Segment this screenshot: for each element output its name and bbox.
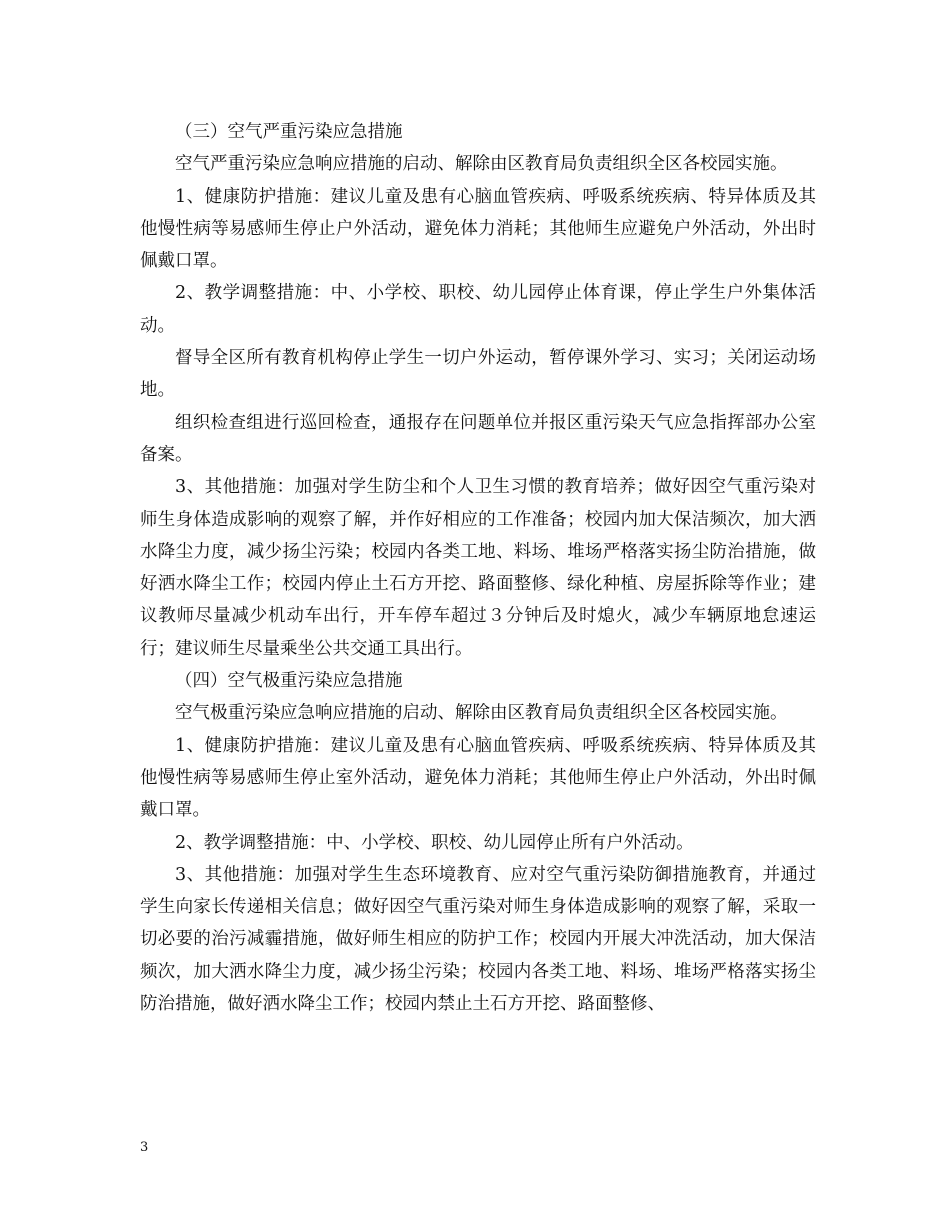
paragraph: 督导全区所有教育机构停止学生一切户外运动，暂停课外学习、实习；关闭运动场地。	[140, 348, 816, 401]
section-heading-3: （三）空气严重污染应急措施	[175, 122, 403, 142]
page-number: 3	[140, 1140, 149, 1155]
paragraph: 2、教学调整措施：中、小学校、职校、幼儿园停止体育课，停止学生户外集体活动。	[140, 283, 816, 336]
paragraph: 3、其他措施：加强对学生生态环境教育、应对空气重污染防御措施教育，并通过学生向家长传递相关信息；做好因空气重污染对师生身体造成影响的观察了解，采取一切必要的治污减霾措施，做好师生相应的防护工作；校园内开展大冲洗活动，加大保洁频次，加大洒水降尘力度，减少扬尘污染；校园内各类工地、料场、堆场严格落实扬尘防治措施，做好洒水降尘工作；校园内禁止土石方开挖、路面整修、	[140, 864, 816, 1015]
paragraph: 1、健康防护措施：建议儿童及患有心脑血管疾病、呼吸系统疾病、特异体质及其他慢性病等易感师生停止室外活动，避免体力消耗；其他师生停止户外活动，外出时佩戴口罩。	[140, 735, 816, 821]
paragraph: 空气极重污染应急响应措施的启动、解除由区教育局负责组织全区各校园实施。	[175, 703, 788, 724]
paragraph: 组织检查组进行巡回检查，通报存在问题单位并报区重污染天气应急指挥部办公室备案。	[140, 412, 816, 465]
paragraph: 1、健康防护措施：建议儿童及患有心脑血管疾病、呼吸系统疾病、特异体质及其他慢性病等易感师生停止户外活动，避免体力消耗；其他师生应避免户外活动，外出时佩戴口罩。	[140, 186, 816, 272]
section-heading-4: （四）空气极重污染应急措施	[175, 671, 403, 692]
paragraph: 2、教学调整措施：中、小学校、职校、幼儿园停止所有户外活动。	[175, 832, 694, 853]
paragraph: 空气严重污染应急响应措施的启动、解除由区教育局负责组织全区各校园实施。	[175, 154, 788, 175]
document-body	[140, 116, 816, 1020]
paragraph: 3、其他措施：加强对学生防尘和个人卫生习惯的教育培养；做好因空气重污染对师生身体造成影响的观察了解，并作好相应的工作准备；校园内加大保洁频次，加大洒水降尘力度，减少扬尘污染；校园内各类工地、料场、堆场严格落实扬尘防治措施，做好洒水降尘工作；校园内停止土石方开挖、路面整修、绿化种植、房屋拆除等作业；建议教师尽量减少机动车出行，开车停车超过３分钟后及时熄火，减少车辆原地怠速运行；建议师生尽量乘坐公共交通工具出行。	[140, 477, 816, 659]
